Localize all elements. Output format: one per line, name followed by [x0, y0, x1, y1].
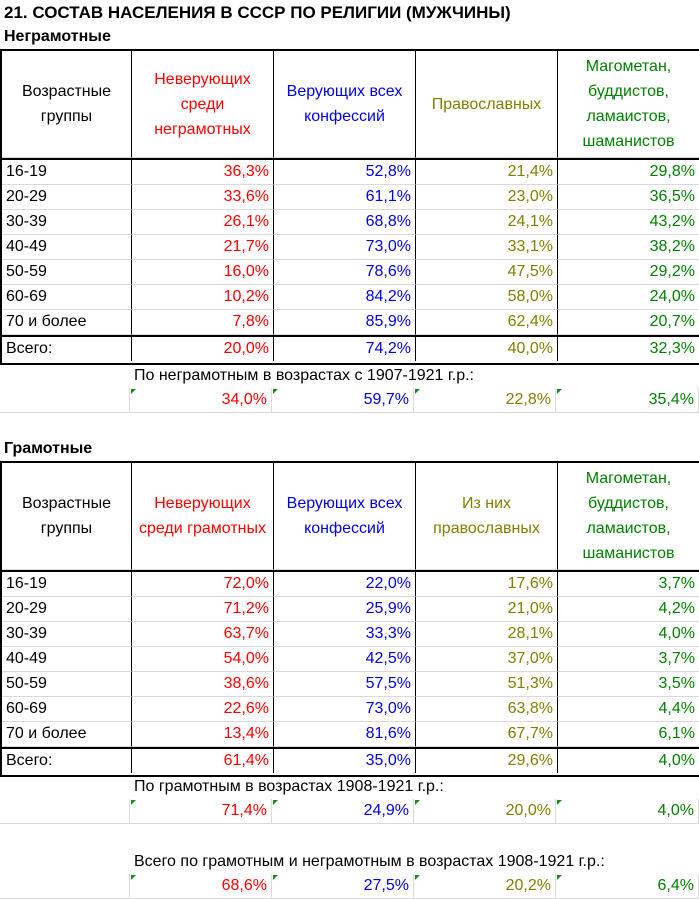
believers-value: 59,7% — [272, 388, 414, 413]
muslims-value: 6,4% — [556, 874, 699, 899]
combined-values-row — [0, 874, 699, 899]
header-believers: Верующих всех конфессий — [274, 463, 416, 570]
believers-cell: 84,2% — [274, 285, 416, 310]
muslims-cell: 4,2% — [558, 597, 699, 622]
table-row — [2, 647, 699, 672]
orthodox-cell: 28,1% — [416, 622, 558, 647]
table-row — [2, 722, 699, 747]
age-group-cell: 20-29 — [2, 185, 132, 210]
nonbelievers-cell: 71,2% — [132, 597, 274, 622]
orthodox-cell: 63,8% — [416, 697, 558, 722]
age-group-cell: 60-69 — [2, 285, 132, 310]
muslims-cell: 38,2% — [558, 235, 699, 260]
age-group-cell: 40-49 — [2, 235, 132, 260]
sheet-title: 21. СОСТАВ НАСЕЛЕНИЯ В СССР ПО РЕЛИГИИ (МУЖЧИНЫ) — [4, 2, 511, 22]
section-label-literate: Грамотные — [4, 440, 93, 457]
nonbelievers-cell: 21,7% — [132, 235, 274, 260]
header-nonbelievers: Неверующих среди грамотных — [132, 463, 274, 570]
table-row — [2, 572, 699, 597]
header-muslims: Магометан, буддистов, ламаистов, шаманистов — [558, 51, 699, 158]
header-age-groups: Возрастные группы — [2, 463, 132, 570]
table-row — [2, 160, 699, 185]
believers-cell: 22,0% — [274, 572, 416, 597]
table-row — [2, 697, 699, 722]
nonbelievers-cell: 54,0% — [132, 647, 274, 672]
age-group-cell: 30-39 — [2, 210, 132, 235]
total-muslims-cell: 4,0% — [658, 752, 695, 769]
muslims-cell: 29,2% — [558, 260, 699, 285]
nonbelievers-cell: 33,6% — [132, 185, 274, 210]
cohort-note-row — [0, 775, 699, 799]
muslims-cell: 3,7% — [558, 572, 699, 597]
header-nonbelievers: Неверующих среди неграмотных — [132, 51, 274, 158]
total-row — [2, 335, 699, 361]
muslims-value: 4,0% — [556, 799, 699, 824]
muslims-cell: 6,1% — [558, 722, 699, 747]
total-orthodox-cell: 40,0% — [416, 337, 558, 361]
title-row — [0, 0, 699, 25]
section-label-illiterate: Неграмотные — [4, 28, 111, 45]
orthodox-cell: 37,0% — [416, 647, 558, 672]
believers-cell: 81,6% — [274, 722, 416, 747]
orthodox-cell: 51,3% — [416, 672, 558, 697]
section-label-row — [0, 25, 699, 49]
cohort-values-row — [0, 388, 699, 413]
total-label: Всего: — [2, 749, 132, 773]
table-row — [2, 185, 699, 210]
orthodox-cell: 21,0% — [416, 597, 558, 622]
age-group-cell: 50-59 — [2, 672, 132, 697]
orthodox-cell: 24,1% — [416, 210, 558, 235]
muslims-cell: 24,0% — [558, 285, 699, 310]
muslims-cell: 29,8% — [558, 160, 699, 185]
nonbelievers-cell: 16,0% — [132, 260, 274, 285]
believers-cell: 57,5% — [274, 672, 416, 697]
muslims-cell: 36,5% — [558, 185, 699, 210]
total-muslims-cell: 32,3% — [649, 340, 695, 357]
header-orthodox: Из них православных — [416, 463, 558, 570]
section-label-row — [0, 437, 699, 461]
total-row — [2, 747, 699, 773]
orthodox-cell: 23,0% — [416, 185, 558, 210]
believers-cell: 78,6% — [274, 260, 416, 285]
muslims-cell: 3,5% — [558, 672, 699, 697]
believers-value: 24,9% — [272, 799, 414, 824]
age-group-cell: 40-49 — [2, 647, 132, 672]
nonbelievers-cell: 26,1% — [132, 210, 274, 235]
cohort-note-illiterate: По неграмотным в возрастах с 1907-1921 г.р.: — [134, 366, 474, 384]
table-row — [2, 260, 699, 285]
empty-cell — [0, 388, 130, 413]
header-believers: Верующих всех конфессий — [274, 51, 416, 158]
header-age-groups: Возрастные группы — [2, 51, 132, 158]
age-group-cell: 60-69 — [2, 697, 132, 722]
table-row — [2, 210, 699, 235]
muslims-cell: 20,7% — [558, 310, 699, 335]
orthodox-cell: 67,7% — [416, 722, 558, 747]
believers-cell: 85,9% — [274, 310, 416, 335]
table-row — [2, 672, 699, 697]
muslims-cell: 4,4% — [558, 697, 699, 722]
nonbelievers-cell: 36,3% — [132, 160, 274, 185]
orthodox-cell: 17,6% — [416, 572, 558, 597]
table-header — [2, 51, 699, 160]
nonbelievers-cell: 22,6% — [132, 697, 274, 722]
muslims-cell: 3,7% — [558, 647, 699, 672]
age-group-cell: 20-29 — [2, 597, 132, 622]
cohort-note-row — [0, 363, 699, 388]
age-group-cell: 70 и более — [2, 310, 132, 335]
empty-row — [0, 413, 699, 437]
believers-cell: 42,5% — [274, 647, 416, 672]
orthodox-cell: 62,4% — [416, 310, 558, 335]
table-row — [2, 235, 699, 260]
combined-note-row — [0, 849, 699, 874]
nonbelievers-cell: 72,0% — [132, 572, 274, 597]
believers-cell: 73,0% — [274, 235, 416, 260]
table-illiterate — [0, 49, 699, 365]
age-group-cell: 70 и более — [2, 722, 132, 747]
orthodox-cell: 33,1% — [416, 235, 558, 260]
muslims-cell: 43,2% — [558, 210, 699, 235]
cohort-values-row — [0, 799, 699, 824]
believers-cell: 73,0% — [274, 697, 416, 722]
nonbelievers-cell: 38,6% — [132, 672, 274, 697]
empty-cell — [0, 799, 130, 824]
muslims-cell: 4,0% — [558, 622, 699, 647]
table-literate — [0, 461, 699, 777]
orthodox-cell: 58,0% — [416, 285, 558, 310]
table-row — [2, 285, 699, 310]
nonbelievers-cell: 10,2% — [132, 285, 274, 310]
total-nonbelievers-cell: 20,0% — [132, 337, 274, 361]
believers-value: 27,5% — [272, 874, 414, 899]
orthodox-value: 22,8% — [414, 388, 556, 413]
age-group-cell: 16-19 — [2, 160, 132, 185]
total-label: Всего: — [2, 337, 132, 361]
header-orthodox: Православных — [416, 51, 558, 158]
total-orthodox-cell: 29,6% — [416, 749, 558, 773]
combined-note: Всего по грамотным и неграмотным в возрастах 1908-1921 г.р.: — [134, 852, 605, 870]
believers-cell: 25,9% — [274, 597, 416, 622]
empty-cell — [0, 874, 130, 899]
table-row — [2, 310, 699, 335]
table-row — [2, 597, 699, 622]
header-muslims: Магометан, буддистов, ламаистов, шаманистов — [558, 463, 699, 570]
muslims-value: 35,4% — [556, 388, 699, 413]
table-row — [2, 622, 699, 647]
table-header — [2, 463, 699, 572]
believers-cell: 52,8% — [274, 160, 416, 185]
believers-cell: 61,1% — [274, 185, 416, 210]
orthodox-cell: 21,4% — [416, 160, 558, 185]
nonbelievers-value: 68,6% — [130, 874, 272, 899]
total-believers-cell: 74,2% — [274, 337, 416, 361]
orthodox-value: 20,2% — [414, 874, 556, 899]
empty-row — [0, 824, 699, 849]
believers-cell: 68,8% — [274, 210, 416, 235]
cohort-note-literate: По грамотным в возрастах 1908-1921 г.р.: — [134, 778, 444, 795]
age-group-cell: 30-39 — [2, 622, 132, 647]
nonbelievers-cell: 63,7% — [132, 622, 274, 647]
nonbelievers-cell: 7,8% — [132, 310, 274, 335]
total-believers-cell: 35,0% — [274, 749, 416, 773]
nonbelievers-value: 34,0% — [130, 388, 272, 413]
age-group-cell: 16-19 — [2, 572, 132, 597]
believers-cell: 33,3% — [274, 622, 416, 647]
orthodox-cell: 47,5% — [416, 260, 558, 285]
total-nonbelievers-cell: 61,4% — [132, 749, 274, 773]
nonbelievers-cell: 13,4% — [132, 722, 274, 747]
age-group-cell: 50-59 — [2, 260, 132, 285]
orthodox-value: 20,0% — [414, 799, 556, 824]
nonbelievers-value: 71,4% — [130, 799, 272, 824]
